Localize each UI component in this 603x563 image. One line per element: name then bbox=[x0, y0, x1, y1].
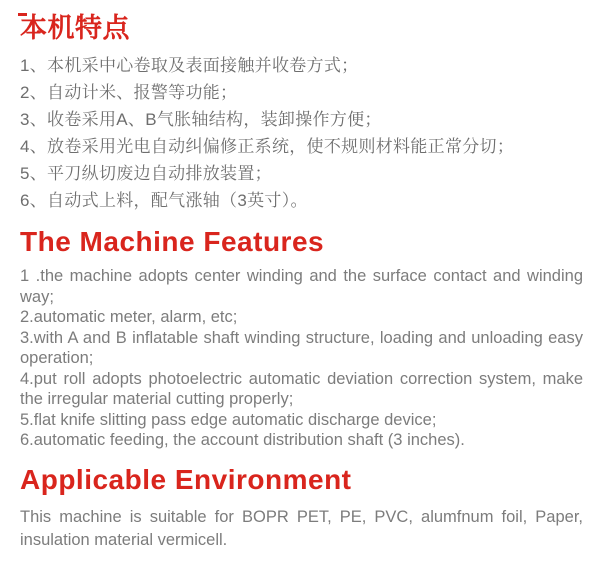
en-feature-item-2: 2.automatic meter, alarm, etc; bbox=[20, 308, 238, 326]
applicable-environment-paragraph: This machine is suitable for BOPR PET, PE, PVC, alumfnum foil, Paper, insulation material vermicell. bbox=[20, 507, 583, 549]
cn-feature-item-1: 1、本机采中心卷取及表面接触并收卷方式； bbox=[20, 56, 359, 75]
cn-feature-item-5: 5、平刀纵切废边自动排放装置； bbox=[20, 164, 272, 183]
cn-feature-item-6: 6、自动式上料，配气涨轴（3英寸）。 bbox=[20, 191, 308, 210]
cn-feature-item-2: 2、自动计米、报警等功能； bbox=[20, 83, 238, 102]
en-features-heading: The Machine Features bbox=[20, 226, 325, 257]
en-feature-item-1: 1 .the machine adopts center winding and the surface contact and winding way; bbox=[20, 267, 583, 306]
en-feature-item-3: 3.with A and B inflatable shaft winding structure, loading and unloading easy operation; bbox=[20, 328, 583, 367]
en-feature-item-4: 4.put roll adopts photoelectric automatic deviation correction system, make the irregular material cutting properly; bbox=[20, 369, 583, 408]
en-feature-item-6: 6.automatic feeding, the account distribution shaft (3 inches). bbox=[20, 431, 465, 449]
cn-features-list bbox=[20, 52, 583, 214]
cn-feature-item-4: 4、放卷采用光电自动纠偏修正系统，使不规则材料能正常分切； bbox=[20, 137, 515, 156]
applicable-environment-heading: Applicable Environment bbox=[20, 463, 352, 495]
en-feature-item-5: 5.flat knife slitting pass edge automatic discharge device; bbox=[20, 410, 437, 429]
cn-features-heading: 本机特点 bbox=[20, 13, 130, 43]
en-features-list bbox=[20, 266, 583, 451]
cn-feature-item-3: 3、收卷采用A、B气胀轴结构，装卸操作方便； bbox=[20, 110, 382, 129]
product-description-page bbox=[0, 13, 603, 552]
